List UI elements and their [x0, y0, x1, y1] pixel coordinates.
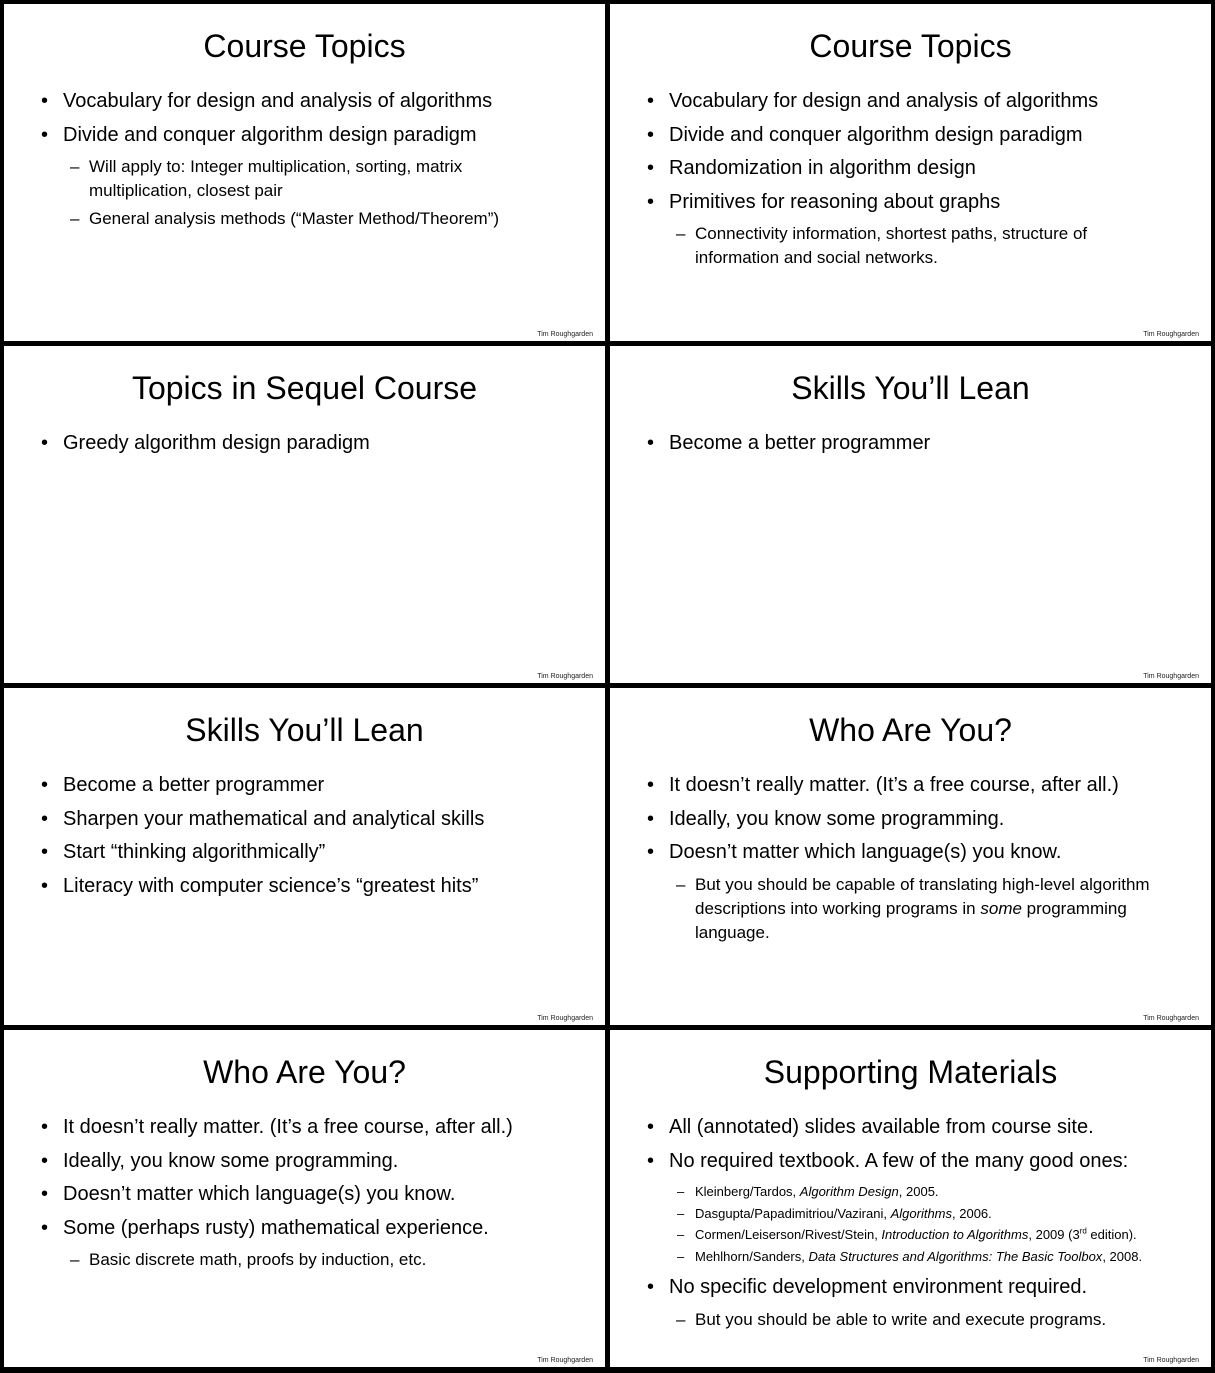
slide-footer: Tim Roughgarden — [1143, 1357, 1199, 1364]
sub-bullet-text: But you should be capable of translating high-level algorithm descriptions into working programs in — [695, 874, 1150, 918]
slide-skills-1 — [610, 346, 1211, 683]
slide-footer: Tim Roughgarden — [537, 1015, 593, 1022]
slide-footer: Tim Roughgarden — [1143, 1015, 1199, 1022]
slide-title: Course Topics — [809, 28, 1012, 64]
bullet-item: • Vocabulary for design and analysis of algorithms — [610, 88, 1211, 114]
bullet-item: • Literacy with computer science’s “greatest hits” — [4, 873, 605, 899]
sub-bullet-list — [610, 873, 1211, 945]
slide-title: Topics in Sequel Course — [131, 370, 478, 406]
bullet-item: • Divide and conquer algorithm design paradigm — [610, 122, 1211, 148]
bullet-item: • Vocabulary for design and analysis of algorithms — [4, 88, 605, 114]
sub-bullet-list — [4, 155, 605, 231]
slide-title: Skills You’ll Lean — [185, 712, 424, 748]
bullet-item: • No required textbook. A few of the many good ones: — [610, 1148, 1211, 1174]
bullet-item: • Divide and conquer algorithm design paradigm — [4, 122, 605, 148]
bullet-list — [4, 772, 605, 906]
bullet-list — [610, 430, 1211, 464]
sub-bullet-list — [4, 1248, 605, 1272]
bullet-item: • It doesn’t really matter. (It’s a free course, after all.) — [610, 772, 1211, 798]
bullet-list — [4, 88, 605, 238]
slide-title: Course Topics — [203, 28, 406, 64]
bullet-item: • It doesn’t really matter. (It’s a free course, after all.) — [4, 1114, 605, 1140]
bullet-item: • Ideally, you know some programming. — [4, 1148, 605, 1174]
book-item — [610, 1203, 1211, 1225]
book-edition-sup: rd — [1079, 1226, 1087, 1236]
bullet-list — [610, 88, 1211, 277]
bullet-item: • No specific development environment required. — [610, 1274, 1211, 1300]
sub-bullet-item — [610, 873, 1211, 945]
book-title: Data Structures and Algorithms: The Basic Toolbox — [808, 1248, 1103, 1264]
book-authors: Dasgupta/Papadimitriou/Vazirani, — [695, 1205, 891, 1221]
slide-footer: Tim Roughgarden — [537, 1357, 593, 1364]
bullet-item: • Ideally, you know some programming. — [610, 806, 1211, 832]
bullet-item: • Randomization in algorithm design — [610, 155, 1211, 181]
bullet-item: • Primitives for reasoning about graphs — [610, 189, 1211, 215]
bullet-item: • All (annotated) slides available from course site. — [610, 1114, 1211, 1140]
slide-course-topics-1 — [4, 4, 605, 341]
slide-footer: Tim Roughgarden — [537, 331, 593, 338]
bullet-item: • Doesn’t matter which language(s) you know. — [610, 839, 1211, 865]
sub-bullet-emphasis: some — [980, 898, 1022, 918]
bullet-item: • Sharpen your mathematical and analytical skills — [4, 806, 605, 832]
slide-skills-2 — [4, 688, 605, 1025]
slide-footer: Tim Roughgarden — [1143, 673, 1199, 680]
bullet-list — [4, 1114, 605, 1279]
book-authors: Kleinberg/Tardos, — [695, 1184, 800, 1199]
sub-bullet-item: – Connectivity information, shortest paths, structure of information and social networks. — [610, 222, 1211, 270]
book-year: , 2009 (3 — [1028, 1227, 1080, 1242]
slide-title: Skills You’ll Lean — [791, 370, 1030, 406]
slide-title: Who Are You? — [809, 712, 1012, 748]
bullet-item: • Start “thinking algorithmically” — [4, 839, 605, 865]
sub-bullet-item: – Will apply to: Integer multiplication, sorting, matrix multiplication, closest pair — [4, 155, 605, 203]
sub-bullet-item: – General analysis methods (“Master Method/Theorem”) — [4, 207, 605, 231]
bullet-list — [610, 1114, 1211, 1339]
slide-course-topics-2 — [610, 4, 1211, 341]
bullet-item: • Some (perhaps rusty) mathematical experience. — [4, 1215, 605, 1241]
book-item — [610, 1181, 1211, 1203]
book-authors: Mehlhorn/Sanders, — [695, 1248, 809, 1264]
slide-footer: Tim Roughgarden — [1143, 331, 1199, 338]
book-year: , 2005. — [898, 1184, 939, 1199]
slide-supporting-materials — [610, 1030, 1211, 1367]
sub-bullet-item: – Basic discrete math, proofs by induction, etc. — [4, 1248, 605, 1272]
slide-topics-in-sequel — [4, 346, 605, 683]
book-authors: Cormen/Leiserson/Rivest/Stein, — [695, 1227, 882, 1242]
bullet-list — [4, 430, 605, 464]
book-item — [610, 1224, 1211, 1246]
bullet-item: • Become a better programmer — [610, 430, 1211, 456]
slide-who-are-you-2 — [4, 1030, 605, 1367]
sub-bullet-text: programming language. — [695, 898, 1127, 942]
book-title: Introduction to Algorithms — [881, 1227, 1029, 1242]
book-year: , 2006. — [952, 1205, 992, 1221]
sub-bullet-list — [610, 222, 1211, 270]
book-edition: edition). — [1086, 1227, 1137, 1242]
slide-grid — [4, 4, 1211, 1367]
slide-title: Supporting Materials — [763, 1054, 1058, 1090]
book-list — [610, 1181, 1211, 1267]
book-item — [610, 1246, 1211, 1268]
book-title: Algorithms — [890, 1205, 953, 1221]
slide-footer: Tim Roughgarden — [537, 673, 593, 680]
sub-bullet-list — [610, 1308, 1211, 1332]
slide-who-are-you-1 — [610, 688, 1211, 1025]
book-title: Algorithm Design — [799, 1184, 899, 1199]
book-year: , 2008. — [1102, 1248, 1143, 1264]
bullet-item: • Greedy algorithm design paradigm — [4, 430, 605, 456]
sub-bullet-item: – But you should be able to write and execute programs. — [610, 1308, 1211, 1332]
slide-title: Who Are You? — [203, 1054, 406, 1090]
bullet-item: • Doesn’t matter which language(s) you know. — [4, 1181, 605, 1207]
bullet-item: • Become a better programmer — [4, 772, 605, 798]
bullet-list — [610, 772, 1211, 952]
